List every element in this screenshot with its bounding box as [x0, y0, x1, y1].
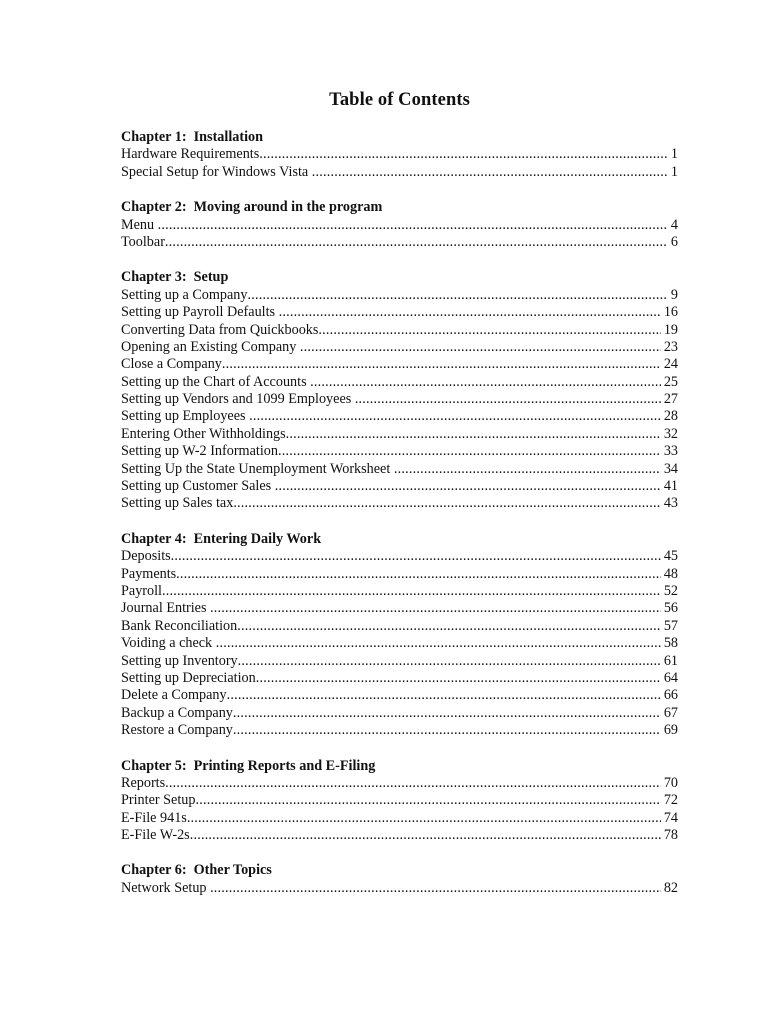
dot-leader: [222, 356, 661, 373]
dot-leader: [312, 164, 668, 181]
toc-entry-label: Deposits: [121, 548, 171, 565]
toc-entry: [121, 339, 678, 356]
chapter-section: [121, 269, 678, 512]
toc-entry: [121, 146, 678, 163]
toc-entry-page-number: 45: [663, 548, 678, 565]
toc-entry: [121, 880, 678, 897]
toc-entry-page-number: 66: [663, 687, 678, 704]
toc-entry-label: E-File W-2s: [121, 827, 190, 844]
toc-entry: [121, 705, 678, 722]
toc-entry: [121, 408, 678, 425]
toc-entry-label: Hardware Requirements: [121, 146, 260, 163]
dot-leader: [165, 775, 661, 792]
toc-entry-page-number: 34: [663, 460, 678, 477]
dot-leader: [279, 304, 661, 321]
toc-entry-label: Setting up Payroll Defaults: [121, 304, 279, 321]
dot-leader: [300, 339, 661, 356]
dot-leader: [165, 234, 668, 251]
toc-entry: [121, 426, 678, 443]
toc-entry-label: Setting up Vendors and 1099 Employees: [121, 391, 355, 408]
chapter-section: [121, 862, 678, 897]
toc-entry-page-number: 32: [663, 425, 678, 442]
toc-entry-label: Menu: [121, 216, 158, 233]
dot-leader: [176, 566, 661, 583]
toc-entry-label: Backup a Company: [121, 704, 233, 721]
toc-entry-label: Printer Setup: [121, 792, 196, 809]
toc-entry-page-number: 9: [670, 286, 678, 303]
chapter-heading: Chapter 1: Installation: [121, 129, 264, 145]
toc-entry-page-number: 16: [663, 304, 678, 321]
toc-entry-page-number: 23: [663, 338, 678, 355]
toc-entry: [121, 374, 678, 391]
toc-entry-page-number: 48: [663, 565, 678, 582]
toc-entry-label: Bank Reconciliation: [121, 617, 238, 634]
chapter-section: [121, 199, 678, 251]
table-of-contents: [121, 129, 678, 897]
toc-entry-page-number: 74: [663, 809, 678, 826]
dot-leader: [286, 426, 661, 443]
toc-entry: [121, 164, 678, 181]
toc-entry-label: Setting up Depreciation: [121, 669, 256, 686]
toc-entry: [121, 217, 678, 234]
toc-entry-page-number: 19: [663, 321, 678, 338]
dot-leader: [249, 408, 661, 425]
chapter-section: [121, 531, 678, 740]
toc-entry-page-number: 1: [670, 146, 678, 163]
dot-leader: [195, 792, 660, 809]
toc-entry-label: Close a Company: [121, 356, 222, 373]
dot-leader: [394, 461, 661, 478]
dot-leader: [275, 478, 661, 495]
chapter-section: [121, 129, 678, 181]
dot-leader: [248, 287, 668, 304]
toc-entry-label: Restore a Company: [121, 722, 233, 739]
dot-leader: [158, 217, 668, 234]
toc-entry-label: Opening an Existing Company: [121, 338, 300, 355]
toc-entry: [121, 478, 678, 495]
toc-entry: [121, 391, 678, 408]
toc-entry-label: Setting up a Company: [121, 286, 248, 303]
dot-leader: [237, 618, 661, 635]
toc-entry-label: Setting up Sales tax: [121, 495, 234, 512]
dot-leader: [210, 880, 661, 897]
dot-leader: [355, 391, 661, 408]
toc-entry-page-number: 58: [663, 635, 678, 652]
document-page: [121, 88, 678, 915]
toc-entry: [121, 687, 678, 704]
dot-leader: [310, 374, 661, 391]
toc-entry: [121, 304, 678, 321]
toc-entry: [121, 234, 678, 251]
dot-leader: [210, 600, 661, 617]
toc-entry-page-number: 78: [663, 827, 678, 844]
toc-entry-label: Special Setup for Windows Vista: [121, 163, 312, 180]
toc-entry: [121, 583, 678, 600]
dot-leader: [318, 322, 660, 339]
toc-entry-page-number: 64: [663, 669, 678, 686]
toc-entry: [121, 443, 678, 460]
toc-entry-label: Network Setup: [121, 879, 211, 896]
toc-entry-page-number: 24: [663, 356, 678, 373]
toc-entry-page-number: 61: [663, 652, 678, 669]
toc-entry-label: Setting up Employees: [121, 408, 250, 425]
toc-entry-label: Setting Up the State Unemployment Worksheet: [121, 460, 394, 477]
toc-entry-page-number: 69: [663, 722, 678, 739]
dot-leader: [233, 722, 661, 739]
toc-entry-label: Delete a Company: [121, 687, 227, 704]
chapter-heading: Chapter 6: Other Topics: [121, 862, 272, 879]
toc-entry-page-number: 28: [663, 408, 678, 425]
toc-entry-page-number: 25: [663, 373, 678, 390]
toc-entry: [121, 618, 678, 635]
toc-entry: [121, 792, 678, 809]
dot-leader: [238, 653, 661, 670]
toc-entry: [121, 653, 678, 670]
dot-leader: [233, 705, 661, 722]
toc-entry: [121, 495, 678, 512]
toc-entry: [121, 548, 678, 565]
dot-leader: [256, 670, 661, 687]
toc-entry-page-number: 67: [663, 704, 678, 721]
toc-entry: [121, 722, 678, 739]
toc-entry: [121, 827, 678, 844]
dot-leader: [187, 810, 661, 827]
dot-leader: [216, 635, 661, 652]
toc-entry: [121, 461, 678, 478]
toc-entry-label: Payroll: [121, 582, 162, 599]
toc-entry-page-number: 70: [663, 774, 678, 791]
toc-entry-label: E-File 941s: [121, 809, 187, 826]
toc-entry-page-number: 1: [670, 163, 678, 180]
toc-entry-page-number: 57: [663, 617, 678, 634]
toc-entry-page-number: 52: [663, 582, 678, 599]
toc-entry: [121, 322, 678, 339]
toc-entry-page-number: 82: [663, 879, 678, 896]
dot-leader: [227, 687, 661, 704]
dot-leader: [259, 146, 668, 163]
chapter-section: [121, 758, 678, 845]
toc-entry: [121, 670, 678, 687]
chapter-heading: Chapter 5: Printing Reports and E-Filing: [121, 757, 376, 774]
toc-entry-label: Setting up Customer Sales: [121, 478, 275, 495]
toc-entry-page-number: 4: [670, 216, 678, 233]
dot-leader: [278, 443, 661, 460]
toc-entry: [121, 356, 678, 373]
chapter-heading: Chapter 4: Entering Daily Work: [121, 530, 322, 547]
chapter-heading: Chapter 2: Moving around in the program: [121, 199, 383, 216]
dot-leader: [190, 827, 661, 844]
toc-entry-page-number: 43: [663, 495, 678, 512]
dot-leader: [162, 583, 661, 600]
toc-entry: [121, 566, 678, 583]
toc-entry-label: Reports: [121, 774, 166, 791]
page-title: Table of Contents: [329, 90, 470, 110]
toc-entry: [121, 600, 678, 617]
toc-entry-label: Converting Data from Quickbooks: [121, 321, 319, 338]
toc-entry: [121, 810, 678, 827]
toc-entry-label: Voiding a check: [121, 635, 216, 652]
toc-entry: [121, 635, 678, 652]
toc-entry-label: Entering Other Withholdings: [121, 425, 286, 442]
toc-entry-page-number: 72: [663, 792, 678, 809]
toc-entry-label: Toolbar: [121, 233, 165, 250]
toc-entry-page-number: 41: [663, 478, 678, 495]
toc-entry-page-number: 6: [670, 233, 678, 250]
chapter-heading: Chapter 3: Setup: [121, 269, 229, 286]
toc-entry-label: Setting up W-2 Information: [121, 443, 278, 460]
toc-entry-label: Payments: [121, 565, 177, 582]
toc-entry-page-number: 33: [663, 443, 678, 460]
toc-entry-page-number: 27: [663, 391, 678, 408]
toc-entry: [121, 775, 678, 792]
dot-leader: [233, 495, 661, 512]
toc-entry: [121, 287, 678, 304]
toc-entry-label: Journal Entries: [121, 600, 211, 617]
toc-entry-page-number: 56: [663, 600, 678, 617]
toc-entry-label: Setting up Inventory: [121, 652, 238, 669]
dot-leader: [171, 548, 661, 565]
toc-entry-label: Setting up the Chart of Accounts: [121, 373, 311, 390]
